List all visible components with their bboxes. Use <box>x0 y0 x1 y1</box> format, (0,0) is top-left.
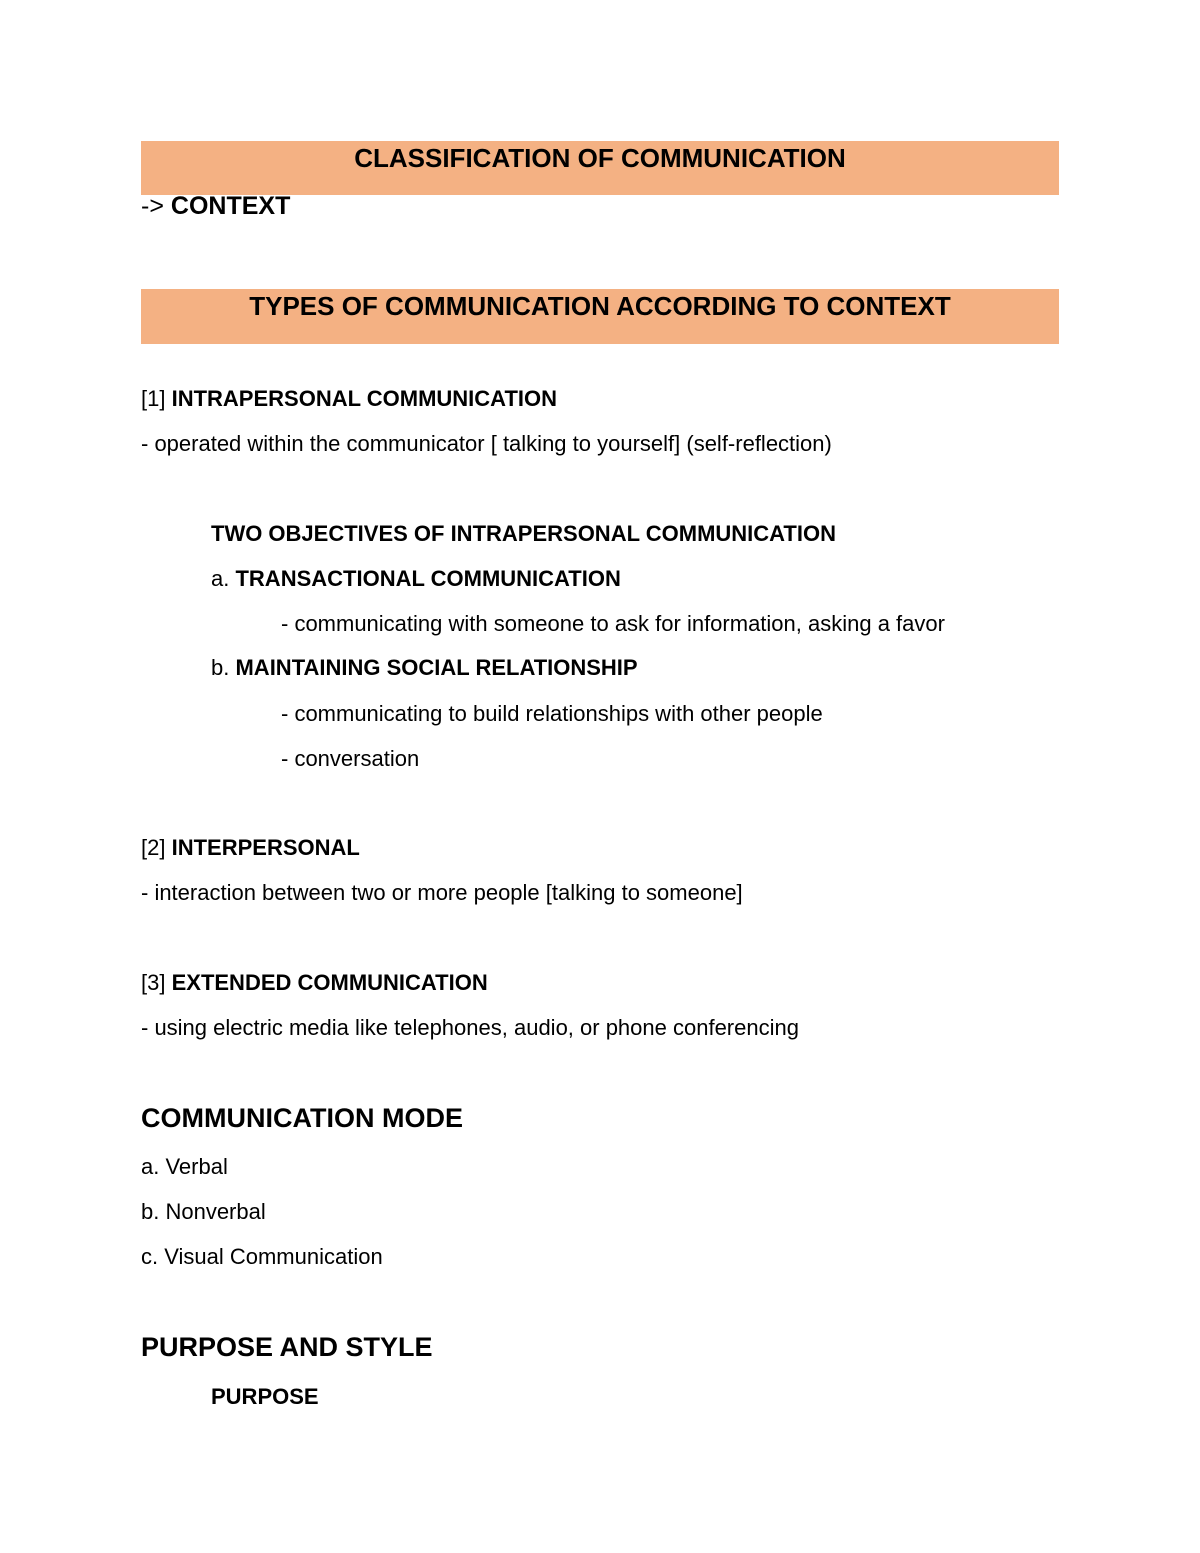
section1-desc: - operated within the communicator [ talking to yourself] (self-reflection) <box>141 431 832 456</box>
objective-b <box>211 655 638 681</box>
section2-title: INTERPERSONAL <box>171 835 360 860</box>
objective-a-title: TRANSACTIONAL COMMUNICATION <box>235 566 621 591</box>
purpose-heading: PURPOSE AND STYLE <box>141 1332 433 1362</box>
objective-a-marker: a. <box>211 566 230 591</box>
mode-item-verbal: a. Verbal <box>141 1154 228 1179</box>
context-label: CONTEXT <box>170 192 291 220</box>
section3-title: EXTENDED COMMUNICATION <box>171 970 488 995</box>
context-arrow: -> <box>141 192 164 220</box>
section3-desc: - using electric media like telephones, audio, or phone conferencing <box>141 1015 799 1040</box>
objectives-title: TWO OBJECTIVES OF INTRAPERSONAL COMMUNICATION <box>211 521 836 546</box>
objective-b-desc-2: - conversation <box>281 746 420 771</box>
section2-heading <box>141 835 360 861</box>
section1-number: [1] <box>141 386 166 411</box>
section2-number: [2] <box>141 835 166 860</box>
section3-heading <box>141 970 488 996</box>
section2-desc: - interaction between two or more people [talking to someone] <box>141 880 743 905</box>
types-title: TYPES OF COMMUNICATION ACCORDING TO CONTEXT <box>249 291 951 321</box>
types-banner <box>141 289 1059 344</box>
purpose-subheading: PURPOSE <box>211 1384 319 1409</box>
objective-b-desc-1: - communicating to build relationships with other people <box>281 701 823 726</box>
objective-b-title: MAINTAINING SOCIAL RELATIONSHIP <box>235 655 638 680</box>
mode-heading: COMMUNICATION MODE <box>141 1103 463 1133</box>
section1-heading <box>141 386 557 412</box>
mode-item-visual: c. Visual Communication <box>141 1244 383 1269</box>
classification-banner <box>141 141 1059 195</box>
classification-title: CLASSIFICATION OF COMMUNICATION <box>354 143 846 173</box>
section3-number: [3] <box>141 970 166 995</box>
context-line <box>141 192 290 221</box>
section1-title: INTRAPERSONAL COMMUNICATION <box>171 386 557 411</box>
mode-item-nonverbal: b. Nonverbal <box>141 1199 266 1224</box>
objective-a-desc: - communicating with someone to ask for information, asking a favor <box>281 611 945 636</box>
objective-b-marker: b. <box>211 655 230 680</box>
objective-a <box>211 566 621 592</box>
